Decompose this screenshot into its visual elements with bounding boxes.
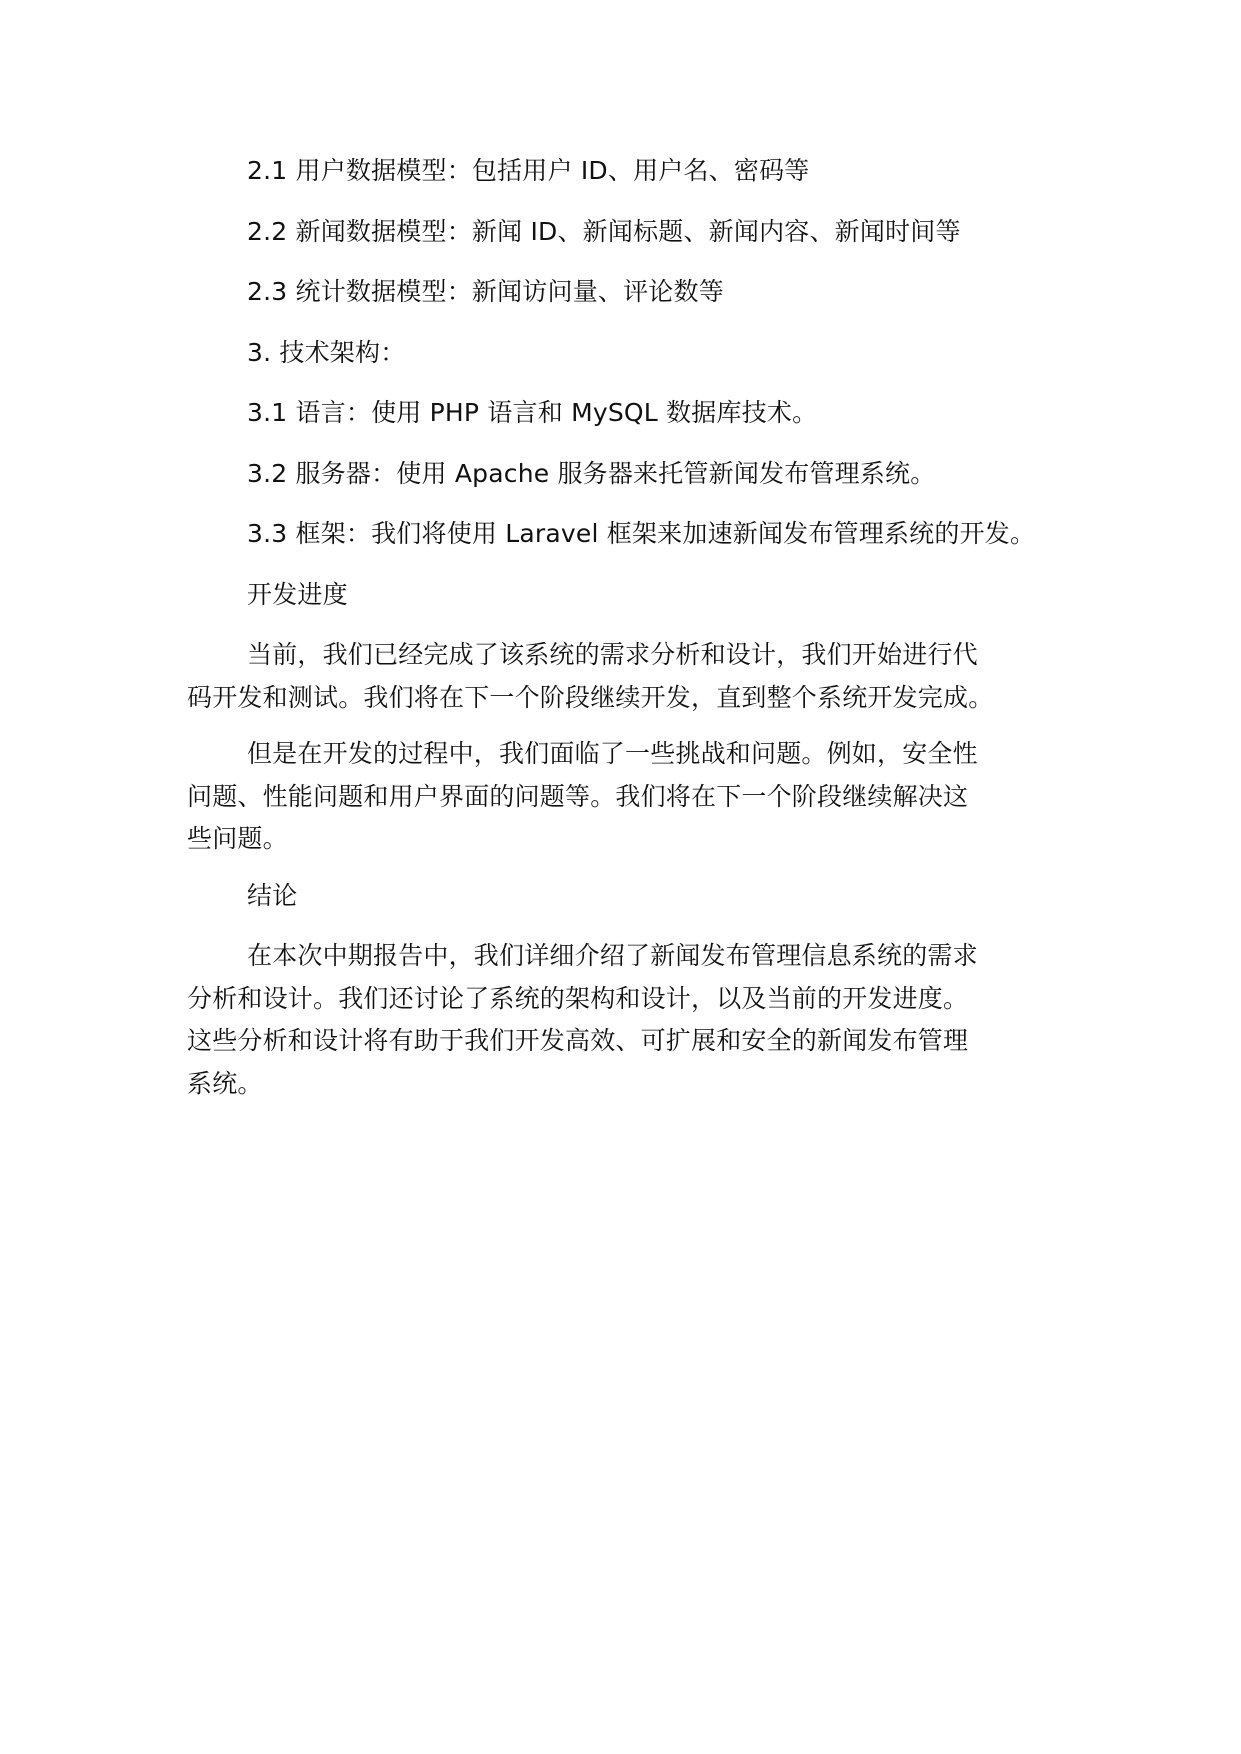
paragraph-line: 些问题。 [187,824,288,853]
paragraph-line: 问题、性能问题和用户界面的问题等。我们将在下一个阶段继续解决这 [187,781,969,811]
progress-paragraph-2 [187,733,1067,861]
document-body [187,150,1067,1119]
paragraph-line: 系统。 [187,1068,263,1098]
paragraph-line: 但是在开发的过程中，我们面临了一些挑战和问题。例如，安全性 [247,739,978,768]
paragraph-line: 在本次中期报告中，我们详细介绍了新闻发布管理信息系统的需求 [247,941,978,970]
section-2-2-news-model: 2.2 新闻数据模型：新闻 ID、新闻标题、新闻内容、新闻时间等 [247,216,961,246]
section-3-tech-architecture: 3. 技术架构： [247,337,406,367]
heading-conclusion: 结论 [247,880,298,910]
section-2-3-stats-model: 2.3 统计数据模型：新闻访问量、评论数等 [247,277,724,306]
heading-dev-progress: 开发进度 [247,579,348,609]
section-3-1-language: 3.1 语言：使用 PHP 语言和 MySQL 数据库技术。 [247,398,818,427]
section-3-3-framework: 3.3 框架：我们将使用 Laravel 框架来加速新闻发布管理系统的开发。 [247,519,1036,548]
progress-paragraph-1 [187,634,1067,719]
paragraph-line: 码开发和测试。我们将在下一个阶段继续开发，直到整个系统开发完成。 [187,682,994,712]
section-2-1-user-model: 2.1 用户数据模型：包括用户 ID、用户名、密码等 [247,156,810,185]
conclusion-paragraph [187,935,1067,1105]
paragraph-line: 这些分析和设计将有助于我们开发高效、可扩展和安全的新闻发布管理 [187,1026,969,1055]
section-3-2-server: 3.2 服务器：使用 Apache 服务器来托管新闻发布管理系统。 [247,458,936,488]
paragraph-line: 当前，我们已经完成了该系统的需求分析和设计，我们开始进行代 [247,640,978,669]
paragraph-line: 分析和设计。我们还讨论了系统的架构和设计，以及当前的开发进度。 [187,983,969,1013]
